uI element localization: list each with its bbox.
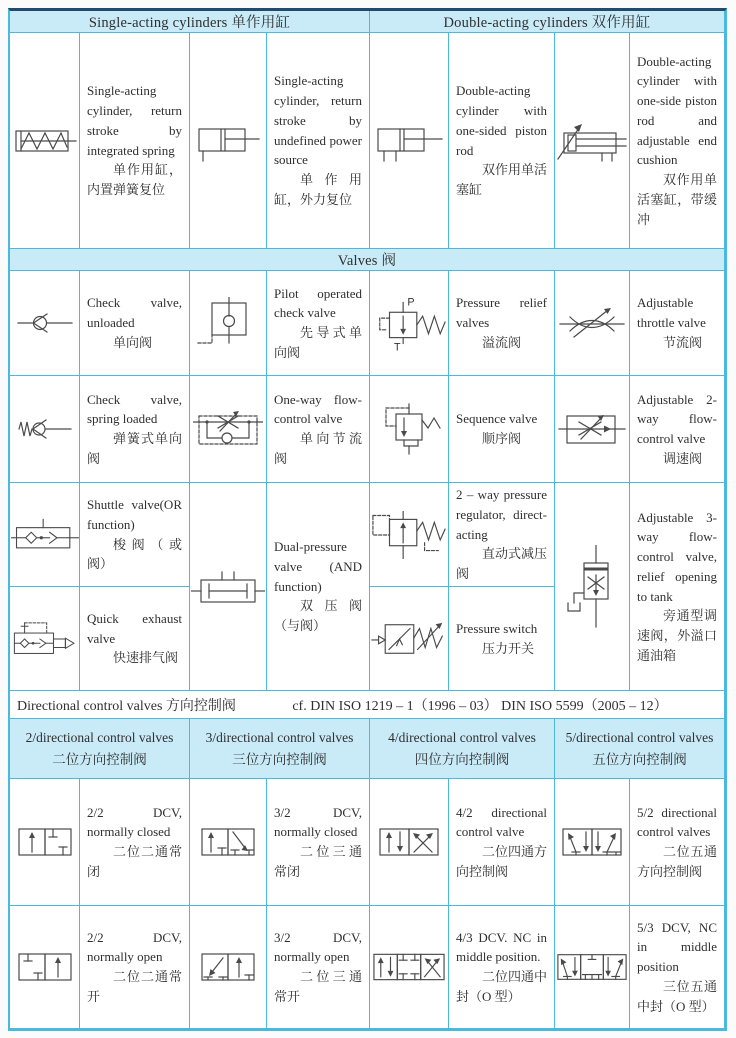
cell-desc	[449, 483, 555, 587]
single-acting-header-label: Single-acting cylinders 单作用缸	[88, 15, 291, 31]
cell-symbol	[10, 906, 80, 1029]
dcv-header-2way	[10, 719, 190, 779]
2-way-pressure-regulator-icon	[370, 507, 448, 563]
adjustable-2-way-flow-control-valve-icon	[557, 407, 627, 451]
desc-en: Double-acting cylinder with one-sided piston rod	[456, 83, 547, 158]
cell-symbol	[10, 779, 80, 906]
desc-zh: 溢流阀	[482, 334, 522, 350]
cell-desc	[630, 779, 725, 906]
dcv-4-3-closed-center-icon	[372, 948, 446, 986]
cell-desc	[267, 33, 370, 249]
desc-en: 4/3 DCV. NC in middle position.	[456, 929, 547, 965]
dcv-header-zh: 三位方向控制阀	[232, 751, 327, 767]
double-acting-header-label: Double-acting cylinders 双作用缸	[443, 15, 651, 31]
cell-symbol	[190, 906, 267, 1029]
desc-en: Adjustable throttle valve	[637, 295, 706, 331]
cell-symbol	[370, 271, 449, 376]
desc-en: Shuttle valve(OR function)	[87, 497, 182, 532]
desc-zh: 单作用缸，内置弹簧复位	[87, 162, 182, 197]
desc-en: 5/2 directional control valves	[637, 804, 717, 840]
desc-en: 4/2 directional control valve	[456, 804, 547, 840]
dcv-header-zh: 二位方向控制阀	[52, 751, 147, 767]
cell-desc	[267, 483, 370, 691]
desc-en: 3/2 DCV, normally closed	[274, 804, 362, 840]
desc-en: Adjustable 2-way flow-control valve	[637, 391, 717, 446]
check-valve-unloaded-icon	[16, 305, 74, 341]
cell-symbol	[555, 33, 630, 249]
double-acting-cylinder-one-sided-rod-icon	[374, 119, 444, 163]
cell-symbol	[190, 33, 267, 249]
cell-desc	[449, 779, 555, 906]
cell-desc	[267, 906, 370, 1029]
cell-symbol	[555, 271, 630, 376]
cell-desc	[449, 376, 555, 483]
cell-symbol	[190, 271, 267, 376]
cell-symbol	[10, 271, 80, 376]
quick-exhaust-valve-icon	[11, 614, 79, 664]
cell-symbol	[370, 587, 449, 691]
cell-desc	[630, 33, 725, 249]
directional-valves-title: Directional control valves 方向控制阀	[17, 698, 236, 714]
desc-zh: 二位二通常开	[87, 969, 182, 1004]
desc-en: Quick exhaust valve	[87, 610, 182, 646]
desc-zh: 顺序阀	[482, 431, 522, 446]
cell-desc	[449, 33, 555, 249]
cell-desc	[449, 906, 555, 1029]
dcv-2-2-normally-closed-icon	[16, 823, 74, 861]
cell-symbol	[370, 906, 449, 1029]
check-valve-spring-loaded-icon	[16, 411, 74, 447]
cell-desc	[630, 271, 725, 376]
port-p-label: P	[407, 296, 415, 309]
cell-symbol	[190, 483, 267, 691]
desc-zh: 快速排气阀	[113, 650, 179, 666]
cell-symbol	[370, 779, 449, 906]
cell-symbol	[10, 33, 80, 249]
shuttle-valve-icon	[11, 515, 79, 555]
directional-valves-title-row	[10, 691, 725, 719]
desc-en: 2/2 DCV, normally open	[87, 929, 182, 965]
dcv-header-5way	[555, 719, 725, 779]
cell-desc	[80, 483, 190, 587]
desc-zh: 调速阀	[663, 450, 703, 466]
dcv-3-2-normally-open-icon	[199, 948, 257, 986]
pilot-operated-check-valve-icon	[196, 297, 260, 349]
desc-zh: 二位四通方向控制阀	[456, 844, 548, 879]
cell-symbol	[370, 376, 449, 483]
double-acting-cylinders-header	[370, 11, 725, 33]
dual-pressure-valve-icon	[191, 567, 265, 607]
desc-en: Adjustable 3-way flow-control valve, relief opening to tank	[637, 509, 717, 604]
double-acting-cylinder-end-cushion-icon	[556, 117, 628, 165]
desc-en: Dual-pressure valve (AND function)	[274, 539, 362, 594]
cell-desc	[449, 587, 555, 691]
cell-symbol	[370, 33, 449, 249]
desc-en: 2 – way pressure regulator, direct-acting	[456, 487, 547, 542]
desc-en: Single-acting cylinder, return stroke by integrated spring	[87, 83, 182, 158]
cell-symbol	[10, 376, 80, 483]
cell-desc	[267, 271, 370, 376]
cell-symbol	[555, 779, 630, 906]
cell-symbol	[10, 483, 80, 587]
desc-zh: 二位四通中封（O 型）	[456, 969, 548, 1004]
cell-symbol	[555, 906, 630, 1029]
desc-zh: 单向节流阀	[274, 431, 362, 466]
dcv-2-2-normally-open-icon	[16, 948, 74, 986]
desc-zh: 二位二通常闭	[87, 844, 182, 879]
desc-en: Double-acting cylinder with one-side piston rod and adjustable end cushion	[637, 53, 717, 168]
cell-desc	[630, 376, 725, 483]
single-acting-cylinders-header	[10, 11, 370, 33]
single-acting-cylinder-spring-icon	[12, 119, 78, 163]
cell-symbol	[190, 376, 267, 483]
pressure-switch-icon	[370, 616, 448, 662]
desc-en: Check valve, spring loaded	[87, 391, 182, 427]
dcv-5-3-closed-center-icon	[556, 948, 628, 986]
dcv-header-en: 5/directional control valves	[565, 729, 714, 745]
desc-zh: 梭阀（或阀）	[87, 536, 182, 572]
valves-header-label: Valves 阀	[337, 253, 397, 269]
cell-symbol	[555, 376, 630, 483]
desc-zh: 直动式减压阀	[456, 546, 548, 582]
cell-desc	[80, 376, 190, 483]
cell-symbol	[190, 779, 267, 906]
desc-en: Pressure relief valves	[456, 295, 547, 331]
desc-zh: 先导式单向阀	[274, 325, 362, 360]
cell-desc	[80, 906, 190, 1029]
desc-en: Check valve, unloaded	[87, 295, 182, 331]
cell-desc	[630, 483, 725, 691]
valves-header	[10, 249, 725, 271]
desc-en: 5/3 DCV, NC in middle position	[637, 919, 717, 975]
pneumatic-symbol-table	[8, 8, 727, 1031]
desc-en: 3/2 DCV, normally open	[274, 929, 362, 965]
cell-desc	[267, 376, 370, 483]
desc-zh: 双作用单活塞缸，带缓冲	[637, 172, 717, 227]
single-acting-cylinder-undefined-power-icon	[195, 119, 261, 163]
cell-symbol	[10, 587, 80, 691]
desc-zh: 双压阀（与阀）	[274, 598, 362, 634]
cell-symbol	[555, 483, 630, 691]
dcv-5-2-icon	[561, 823, 623, 861]
cell-desc	[80, 33, 190, 249]
dcv-3-2-normally-closed-icon	[199, 823, 257, 861]
desc-zh: 单向阀	[113, 334, 153, 350]
desc-en: Sequence valve	[456, 411, 538, 427]
desc-en: Pilot operated check valve	[274, 285, 362, 321]
desc-zh: 单作用缸，外力复位	[274, 172, 362, 207]
dcv-header-en: 3/directional control valves	[205, 729, 354, 745]
cell-desc	[80, 587, 190, 691]
dcv-4-2-icon	[378, 823, 440, 861]
adjustable-3-way-flow-control-valve-icon	[562, 545, 622, 629]
din-iso-reference: cf. DIN ISO 1219 – 1（1996 – 03） DIN ISO 5599（2005 – 12）	[292, 698, 668, 714]
cell-symbol	[370, 483, 449, 587]
desc-zh: 节流阀	[663, 334, 703, 350]
dcv-header-en: 2/directional control valves	[25, 729, 174, 745]
desc-zh: 二位五通方向控制阀	[637, 844, 717, 879]
desc-zh: 双作用单活塞缸	[456, 162, 548, 197]
desc-zh: 三位五通中封（O 型）	[637, 978, 717, 1014]
dcv-header-4way	[370, 719, 555, 779]
desc-zh: 二位三通常闭	[274, 844, 362, 879]
dcv-header-3way	[190, 719, 370, 779]
cell-desc	[80, 779, 190, 906]
dcv-header-zh: 四位方向控制阀	[414, 751, 510, 767]
one-way-flow-control-valve-icon	[193, 406, 263, 452]
desc-en: One-way flow-control valve	[274, 391, 362, 427]
desc-en: Pressure switch	[456, 620, 538, 636]
desc-zh: 压力开关	[482, 640, 535, 656]
cell-desc	[630, 906, 725, 1029]
desc-zh: 二位三通常开	[274, 969, 362, 1004]
cell-desc	[80, 271, 190, 376]
cell-desc	[267, 779, 370, 906]
dcv-header-zh: 五位方向控制阀	[592, 751, 687, 767]
desc-zh: 弹簧式单向阀	[87, 431, 182, 466]
desc-zh: 旁通型调速阀，外溢口通油箱	[637, 608, 717, 663]
dcv-header-en: 4/directional control valves	[388, 729, 536, 745]
desc-en: 2/2 DCV, normally closed	[87, 804, 182, 840]
pressure-relief-valve-icon	[370, 294, 448, 352]
cell-desc	[449, 271, 555, 376]
sequence-valve-icon	[376, 402, 442, 456]
desc-en: Single-acting cylinder, return stroke by undefined power source	[274, 73, 362, 168]
adjustable-throttle-valve-icon	[558, 301, 626, 345]
port-t-label: T	[394, 341, 401, 352]
